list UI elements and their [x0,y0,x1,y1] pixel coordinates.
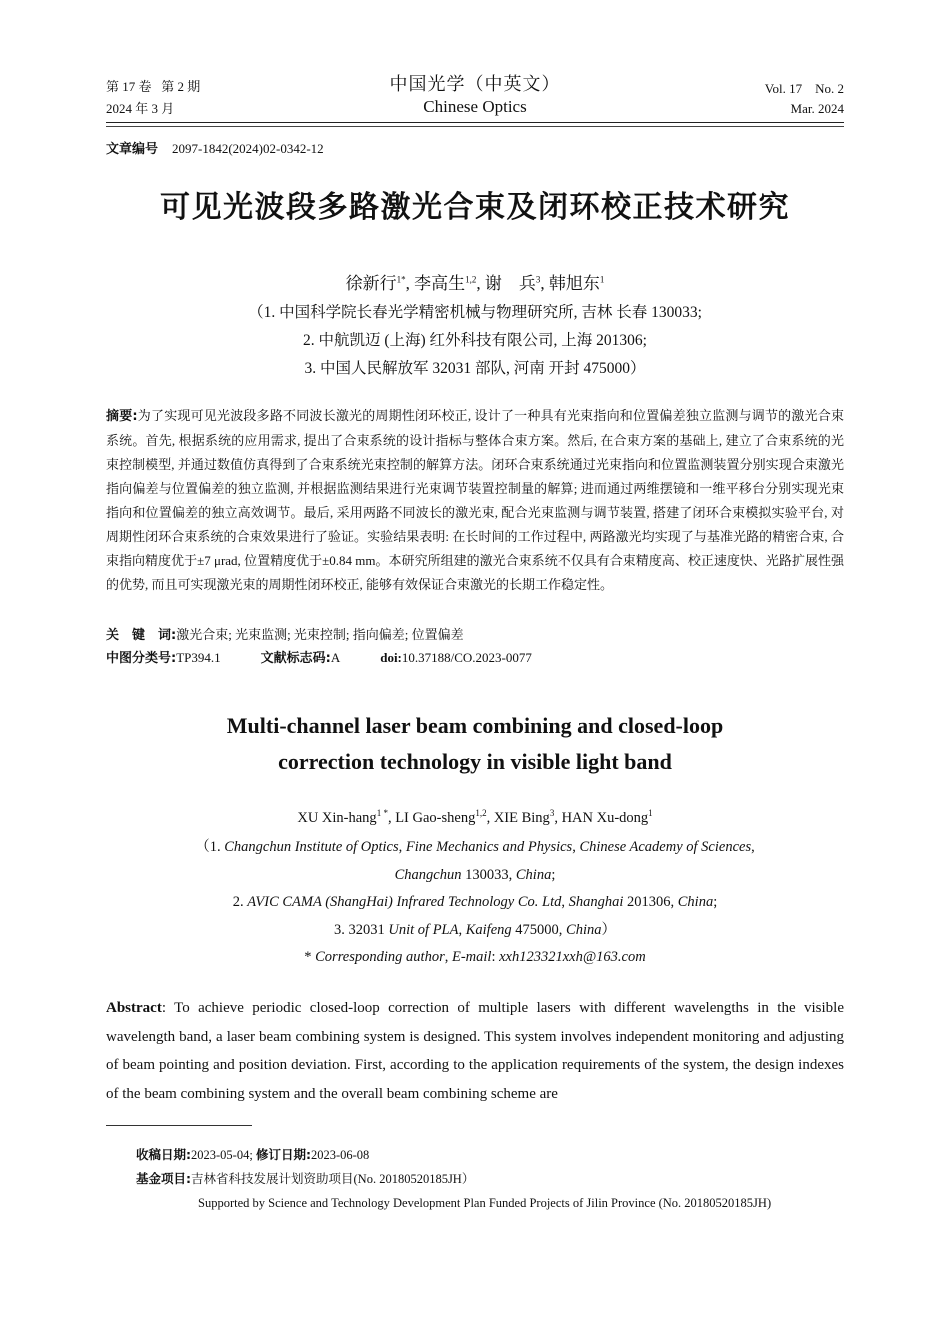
aff-sep: : [491,949,500,965]
author-cn: 李高生 [414,274,466,293]
received-value: 2023-05-04; [191,1148,256,1162]
aff-zip: 130033, [461,866,516,883]
affiliation-en-1b [0,862,950,890]
header-rule-thick [106,122,844,123]
author-sup: 1,2 [465,274,477,285]
keywords-cn-text: 激光合束; 光束监测; 光束控制; 指向偏差; 位置偏差 [176,627,464,642]
aff-country: China [566,921,602,938]
keywords-cn-label: 关 键 词: [106,628,177,643]
aff-sep: , [458,921,466,938]
aff-city: Changchun [394,866,462,883]
aff-inst: Changchun Institute of Optics [224,839,399,855]
corresponding-author [0,944,950,972]
affiliation-cn: 3. 中国人民解放军 32031 部队, 河南 开封 475000） [304,360,646,377]
doc-code-value: A [330,650,341,665]
volume-issue-cn: 第 17 卷 第 2 期 [106,79,201,94]
clc-label: 中图分类号: [106,651,177,666]
dates-line [136,1143,844,1167]
affiliations-cn [0,299,950,383]
aff-sep: , [398,839,406,855]
date-en: Mar. 2024 [790,101,844,116]
doi-value[interactable]: 10.37188/CO.2023-0077 [401,650,532,665]
date-cn: 2024 年 3 月 [106,101,175,116]
fund-value-cn: 吉林省科技发展计划资助项目(No. 20180520185JH） [191,1172,475,1186]
revised-label: 修订日期: [255,1147,311,1162]
title-en [0,708,950,780]
title-cn: 可见光波段多路激光合束及闭环校正技术研究 [160,190,790,225]
author-sup: 1,2 [475,808,487,819]
aff-city: Kaifeng [465,921,512,938]
aff-prefix: 2. [232,894,248,910]
abstract-en-label: Abstract [106,1000,162,1016]
author-en: XU Xin-hang [297,810,377,826]
affiliation-cn: （1. 中国科学院长春光学精密机械与物理研究所, 吉林 长春 130033; [248,304,702,321]
aff-prefix: 3. 32031 [334,921,389,938]
clc-value: TP394.1 [176,650,221,665]
author-cn: 谢 兵 [484,274,536,293]
author-sup: 1 [648,808,653,819]
received-label: 收稿日期: [136,1147,191,1162]
doc-code-label: 文献标志码: [260,651,331,666]
author-en: XIE Bing [493,810,550,826]
aff-org: Unit of PLA [388,921,459,938]
author-sup: 1* [396,274,406,285]
corr-label: Corresponding author [315,949,445,965]
fund-line [136,1167,844,1191]
aff-sep: , [561,894,569,910]
affiliation-en-3 [0,917,950,945]
aff-country: China [677,894,714,910]
authors-cn: 徐新行$^{1*}$, 李高生$^{1,2}$, 谢 兵$^3$, 韩旭东$^1$ [345,274,605,293]
author-sup: 3 [535,274,541,285]
title-en-line1: Multi-channel laser beam combining and closed-loop [226,713,724,738]
aff-zip: 475000, [511,921,567,938]
aff-end: ; [551,866,556,883]
aff-org: AVIC CAMA (ShangHai) Infrared Technology Co. Ltd [247,894,562,910]
aff-end: ; [713,894,718,910]
journal-name-cn: 中国光学（中英文） [389,74,561,94]
aff-dept: Fine Mechanics and Physics [405,839,573,855]
abstract-en-text: : To achieve periodic closed-loop correction of multiple lasers with different wavelengths in the visible wavelength band, a laser beam combining system is designed. This system involves independent monitoring and adjusting of beam pointing and position deviation. First, according to the application requirements of the system, the design indexes of the beam combining system and the overall beam combining scheme are [106,1000,844,1102]
classification-line [106,647,532,666]
author-en: LI Gao-sheng [395,810,476,826]
author-sup: 1 [599,274,605,285]
aff-org: Chinese Academy of Sciences [579,839,752,855]
revised-value: 2023-06-08 [310,1148,370,1162]
keywords-cn [106,624,464,643]
fund-value-en: Supported by Science and Technology Development Plan Funded Projects of Jilin Province (No. 20180520185JH) [198,1196,772,1210]
aff-prefix: （1. [195,839,225,855]
author-cn: 韩旭东 [548,274,600,293]
header-rule-thin [106,126,844,127]
corr-email-label: E-mail [451,949,492,965]
article-number-label: 文章编号 [106,142,159,157]
running-header-right [765,79,844,119]
corr-email[interactable]: xxh123321xxh@163.com [499,949,646,965]
aff-country: China [515,866,552,883]
footnote-rule [106,1125,252,1126]
author-sup: 1 * [376,808,388,819]
aff-end: ） [601,921,616,938]
journal-name-en: Chinese Optics [423,97,527,116]
aff-sep: , [444,949,452,965]
corr-star: * [304,949,316,965]
title-en-line2: correction technology in visible light band [278,749,672,774]
aff-zip: 201306, [623,894,678,910]
volume-issue-en: Vol. 17 No. 2 [764,81,844,96]
affiliations-en [0,834,950,972]
authors-en: XU Xin-hang$^{1 *}$, LI Gao-sheng$^{1,2}$, XIE Bing$^3$, HAN Xu-dong$^1$ [297,808,653,826]
author-cn: 徐新行 [345,274,397,293]
aff-sep: , [751,839,755,855]
doi-label: doi: [380,650,402,665]
footnotes [136,1143,844,1215]
abstract-cn [106,404,844,597]
fund-label: 基金项目: [136,1171,191,1186]
article-number [106,138,324,157]
author-sup: 3 [549,808,555,819]
aff-sep: , [572,839,580,855]
abstract-cn-label: 摘要: [106,409,138,424]
abstract-en [106,994,844,1108]
author-en: HAN Xu-dong [561,810,649,826]
affiliation-cn: 2. 中航凯迈 (上海) 红外科技有限公司, 上海 201306; [302,332,647,349]
article-number-value: 2097-1842(2024)02-0342-12 [172,141,324,156]
aff-city: Shanghai [568,894,624,910]
affiliation-en-1a [0,834,950,862]
abstract-cn-text: 为了实现可见光波段多路不同波长激光的周期性闭环校正, 设计了一种具有光束指向和位置偏差独立监测与调节的激光合束系统。首先, 根据系统的应用需求, 提出了合束系统的设计指标与整体合束方案。然后, 在合束方案的基础上, 建立了合束系统的光束控制模型, 并通过数值仿真得到了合束系统光束控制的解算方法。闭环合束系统通过光束指向和位置监测装置分别实现合束激光指向偏差与位置偏差的独立监测, 并根据监测结果进行光束调节装置控制量的解算; 进而通过两维摆镜和一维平移台分别实现光束指向和位置偏差的独立高效调节。最后, 采用两路不同波长的激光束, 配合光束监测与调节装置, 搭建了闭环合束模拟实验平台, 对周期性闭环合束系统的合束效果进行了验证。实验结果表明: 在长时间的工作过程中, 两路激光均实现了与基准光路的精密合束, 合束指向精度优于±7 μrad, 位置精度优于±0.84 mm。本研究所组建的激光合束系统不仅具有合束精度高、校正速度快、光路扩展性强的优势, 而且可实现激光束的周期性闭环校正, 能够有效保证合束激光的长期工作稳定性。 [106,408,844,592]
affiliation-en-2 [0,889,950,917]
